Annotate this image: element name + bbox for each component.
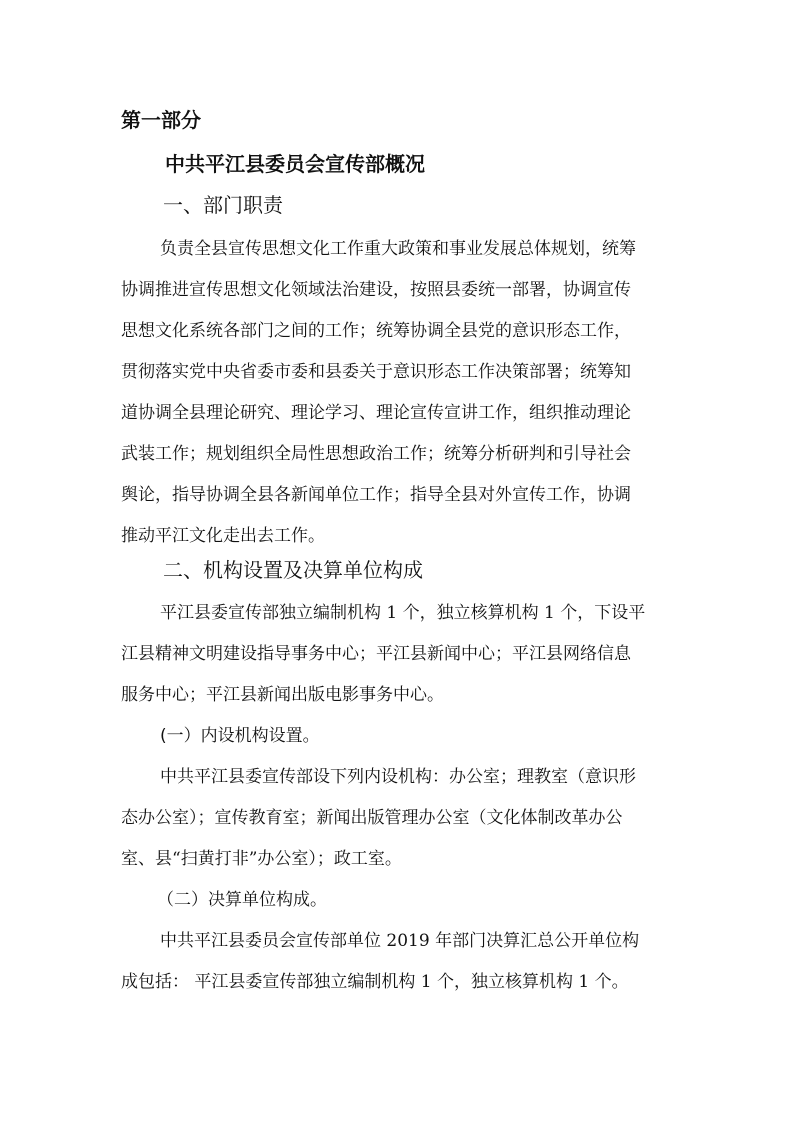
duties-line-1: 负责全县宣传思想文化工作重大政策和事业发展总体规划，统筹 [160, 239, 636, 259]
duties-line-6: 武装工作；规划组织全局性思想政治工作；统筹分析研判和引导社会 [121, 444, 631, 464]
duties-line-5: 道协调全县理论研究、理论学习、理论宣传宣讲工作，组织推动理论 [121, 403, 631, 423]
structure-intro-line-2: 江县精神文明建设指导事务中心；平江县新闻中心；平江县网络信息 [121, 644, 631, 664]
duties-line-7: 舆论，指导协调全县各新闻单位工作；指导全县对外宣传工作，协调 [121, 485, 631, 505]
page-title: 中共平江县委员会宣传部概况 [165, 152, 425, 176]
subheading-internal-departments: (一）内设机构设置。 [160, 726, 320, 746]
part-label: 第一部分 [121, 108, 201, 132]
structure-intro-line-1: 平江县委宣传部独立编制机构 1 个，独立核算机构 1 个，下设平 [160, 603, 646, 623]
internal-departments-line-3: 室、县“扫黄打非”办公室）；政工室。 [121, 849, 402, 869]
duties-line-4: 贯彻落实党中央省委市委和县委关于意识形态工作决策部署；统筹知 [121, 362, 631, 382]
internal-departments-line-1: 中共平江县委宣传部设下列内设机构：办公室；理教室（意识形 [160, 767, 636, 787]
section-heading-duties: 一、部门职责 [163, 193, 283, 217]
section-heading-structure: 二、机构设置及决算单位构成 [163, 558, 423, 582]
duties-line-2: 协调推进宣传思想文化领域法治建设，按照县委统一部署，协调宣传 [121, 280, 631, 300]
accounting-units-line-2: 成包括： 平江县委宣传部独立编制机构 1 个，独立核算机构 1 个。 [121, 972, 629, 992]
duties-line-3: 思想文化系统各部门之间的工作；统筹协调全县党的意识形态工作， [121, 321, 631, 341]
accounting-units-line-1: 中共平江县委员会宣传部单位 2019 年部门决算汇总公开单位构 [160, 931, 640, 951]
internal-departments-line-2: 态办公室）；宣传教育室；新闻出版管理办公室（文化体制改革办公 [121, 808, 623, 828]
duties-line-8: 推动平江文化走出去工作。 [121, 526, 325, 546]
subheading-accounting-units: （二）决算单位构成。 [157, 890, 327, 910]
structure-intro-line-3: 服务中心；平江县新闻出版电影事务中心。 [121, 685, 444, 705]
